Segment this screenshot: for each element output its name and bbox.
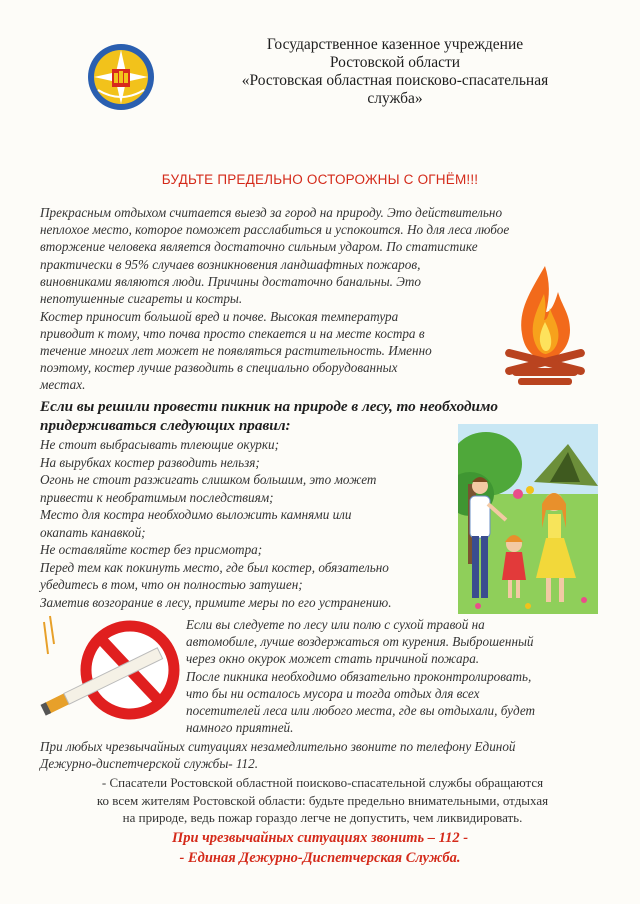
intro-line: непотушенные сигареты и костры.: [40, 291, 243, 307]
smoking-line: Если вы следуете по лесу или полю с сухой травой на: [186, 617, 485, 632]
intro-line: местах.: [40, 377, 86, 393]
rule-item: Место для костра необходимо выложить камнями или: [40, 507, 352, 522]
smoking-line: намного приятней.: [186, 720, 294, 736]
rule-item: убедитесь в том, что он полностью затушен;: [40, 577, 303, 592]
rule-item: привести к необратимым последствиям;: [40, 489, 274, 505]
organization-header: [200, 36, 590, 108]
intro-line: течение многих лет может не появляться растительность. Именно: [40, 343, 432, 359]
intro-narrow-paragraph: [40, 256, 500, 394]
intro-line: практически в 95% случаев возникновения ландшафтных пожаров,: [40, 257, 421, 272]
smoking-paragraph: [186, 616, 598, 736]
rule-item: Заметив возгорание в лесу, примите меры по его устранению.: [40, 594, 392, 610]
intro-line: Костер приносит большой вред и почве. Высокая температура: [40, 308, 399, 324]
rules-heading-line: придерживаться следующих правил:: [40, 417, 291, 434]
footer-line-1: При чрезвычайных ситуациях звонить – 112 -: [171, 830, 469, 846]
intro-line: Прекрасным отдыхом считается выезд за город на природу. Это действительно: [40, 205, 503, 220]
rule-item: Перед тем как покинуть место, где был костер, обязательно: [40, 559, 389, 575]
appeal-paragraph: [30, 774, 615, 827]
smoking-line: автомобиле, лучше воздержаться от курения. Выброшенный: [186, 634, 534, 650]
intro-line: виновниками являются люди. Причины достаточно банальны. Это: [40, 274, 421, 290]
rules-list: [40, 436, 450, 611]
smoking-line: через окно окурок может стать причиной пожара.: [186, 651, 480, 667]
rule-item: Не стоит выбрасывать тлеющие окурки;: [40, 437, 280, 452]
campfire-illustration: [500, 262, 590, 390]
appeal-line: ко всем жителям Ростовской области: будьте предельно внимательными, отдыхая: [96, 792, 549, 808]
smoking-line: После пикника необходимо обязательно проконтролировать,: [186, 668, 532, 684]
smoking-line: что бы ни осталось мусора и тогда отдых для всех: [186, 685, 480, 701]
emblem-logo: [86, 42, 156, 112]
intro-line: поэтому, костер лучше разводить в специально оборудованных: [40, 360, 398, 376]
emergency-paragraph: [40, 738, 610, 772]
appeal-line: на природе, ведь пожар гораздо легче не допустить, чем ликвидировать.: [122, 810, 523, 825]
emergency-footer: [40, 828, 600, 868]
intro-line: вторжение человека является достаточно сильным ударом. По статистике: [40, 239, 478, 255]
intro-line: неплохое место, которое поможет расслабиться и успокоится. Но для леса любое: [40, 222, 510, 238]
rule-item: На вырубках костер разводить нельзя;: [40, 454, 260, 470]
emergency-line: Дежурно-диспетчерской службы- 112.: [40, 756, 259, 772]
no-smoking-sign: [36, 614, 184, 724]
header-line-4: служба»: [367, 90, 423, 107]
appeal-line: - Спасатели Ростовской областной поисково-спасательной службы обращаются: [101, 775, 544, 790]
intro-line: приводит к тому, что почва просто спекается и на месте костра в: [40, 325, 425, 341]
intro-paragraph: [40, 204, 598, 256]
emergency-line: При любых чрезвычайных ситуациях незамедлительно звоните по телефону Единой: [40, 739, 516, 754]
rules-heading-line: Если вы решили провести пикник на природе в лесу, то необходимо: [40, 398, 498, 415]
rule-item: окапать канавкой;: [40, 524, 146, 540]
picnic-family-illustration: [458, 424, 598, 614]
footer-line-2: - Единая Дежурно-Диспетчерская Служба.: [179, 850, 461, 866]
header-line-1: Государственное казенное учреждение: [266, 36, 524, 53]
header-line-3: «Ростовская областная поисково-спасательная: [241, 72, 549, 89]
header-line-2: Ростовской области: [329, 54, 461, 71]
rule-item: Огонь не стоит разжигать слишком большим, это может: [40, 472, 377, 487]
smoking-line: посетителей леса или любого места, где вы отдыхали, будет: [186, 703, 536, 719]
warning-headline: БУДЬТЕ ПРЕДЕЛЬНО ОСТОРОЖНЫ С ОГНЁМ!!!: [161, 172, 479, 187]
rule-item: Не оставляйте костер без присмотра;: [40, 542, 263, 557]
